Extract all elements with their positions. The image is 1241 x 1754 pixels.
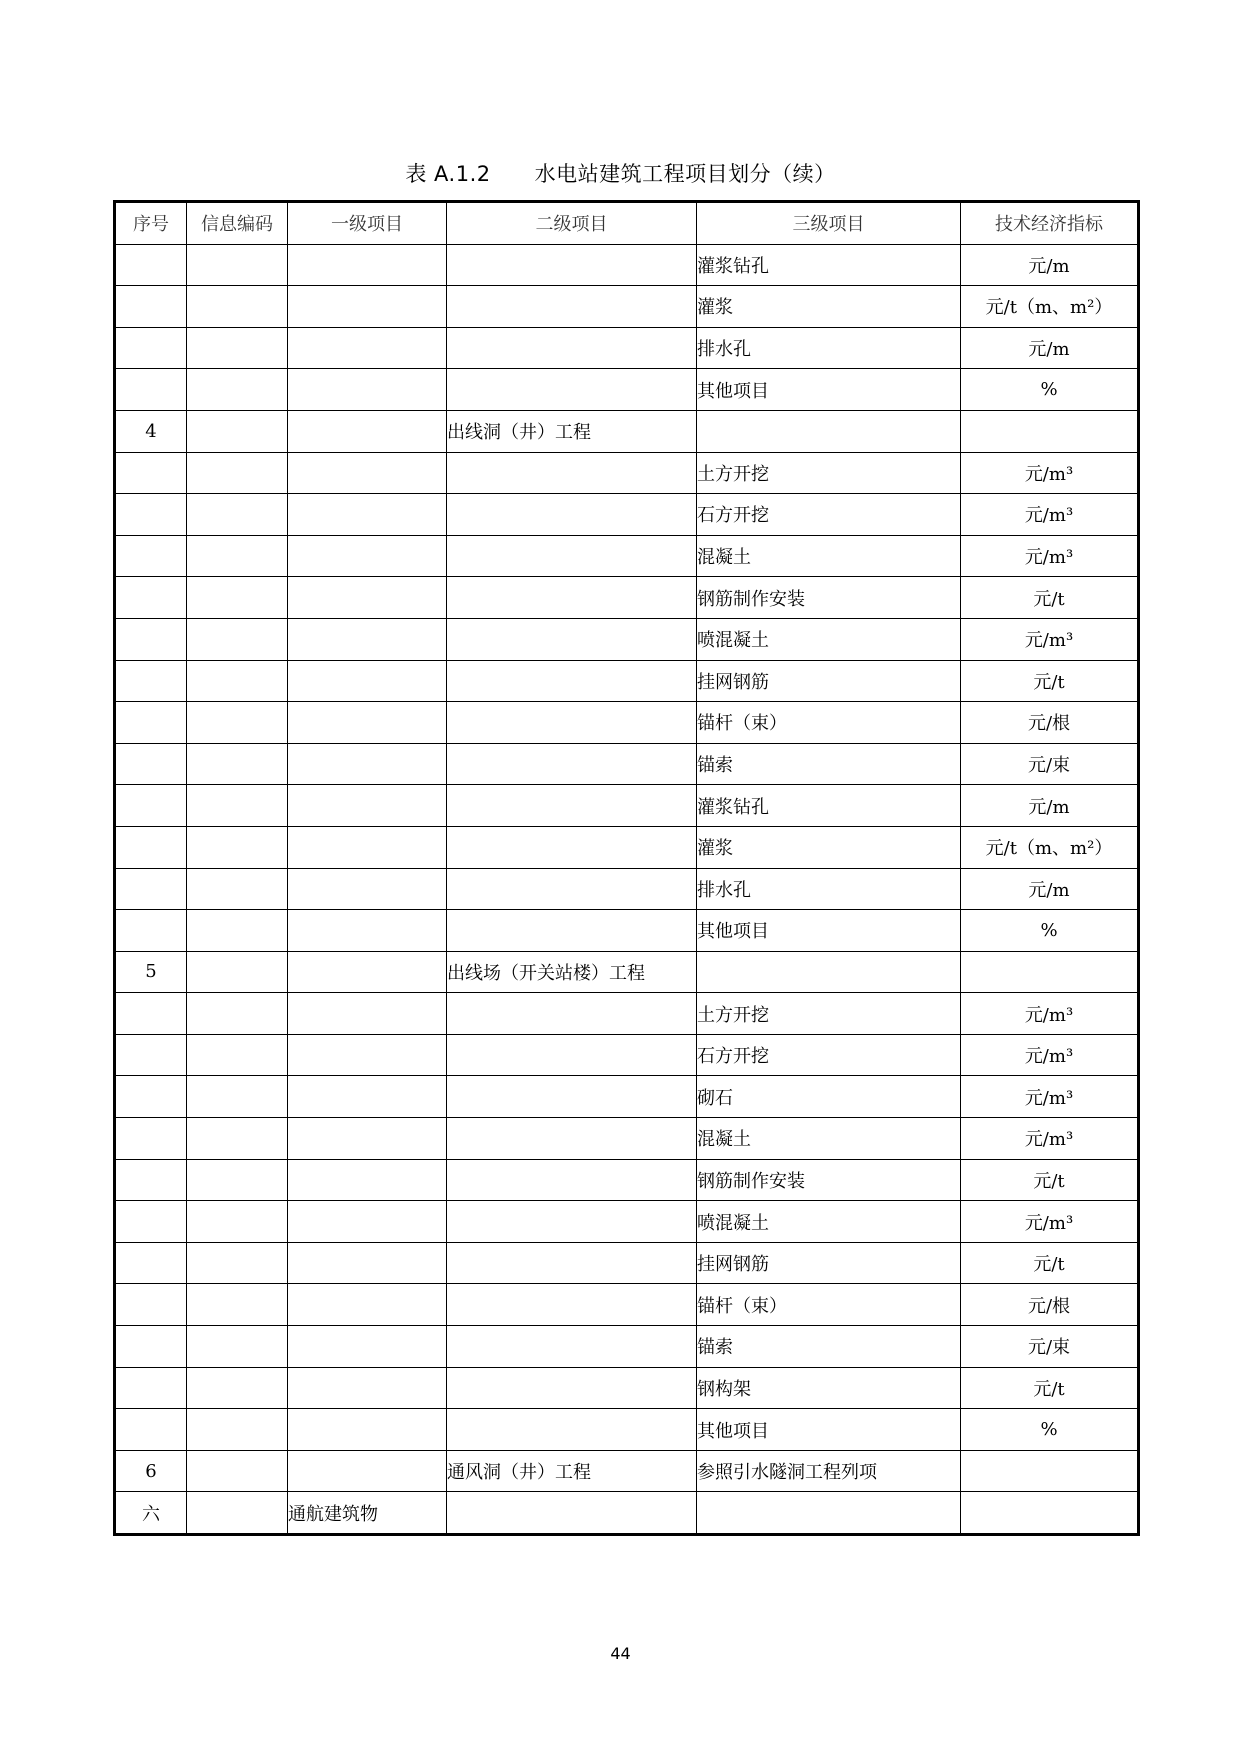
- table-row: [115, 1284, 1139, 1326]
- header-level-3-item: 三级项目: [697, 202, 961, 245]
- table-row: [115, 369, 1139, 411]
- cell-level-2-item: [447, 369, 697, 411]
- cell-level-2-item: [447, 1326, 697, 1368]
- cell-level-2-item: [447, 494, 697, 536]
- cell-level-1-item: [288, 535, 447, 577]
- cell-level-3-item: 钢筋制作安装: [697, 1159, 961, 1201]
- cell-serial-number: [115, 244, 187, 286]
- cell-level-1-item: [288, 1326, 447, 1368]
- cell-info-code: [187, 951, 288, 993]
- cell-level-2-item: [447, 702, 697, 744]
- cell-tech-econ-index: 元/束: [961, 743, 1139, 785]
- table-header-row: [115, 202, 1139, 245]
- table-row: [115, 286, 1139, 328]
- cell-serial-number: 5: [115, 951, 187, 993]
- cell-info-code: [187, 452, 288, 494]
- cell-tech-econ-index: 元/m³: [961, 1118, 1139, 1160]
- cell-level-2-item: [447, 535, 697, 577]
- cell-level-2-item: [447, 993, 697, 1035]
- cell-info-code: [187, 244, 288, 286]
- cell-level-3-item: [697, 410, 961, 452]
- table-row: [115, 951, 1139, 993]
- table-row: [115, 577, 1139, 619]
- table-row: [115, 1242, 1139, 1284]
- cell-serial-number: 六: [115, 1492, 187, 1535]
- table-row: [115, 1201, 1139, 1243]
- table-caption: 水电站建筑工程项目划分（续）: [534, 162, 836, 186]
- cell-level-3-item: 石方开挖: [697, 494, 961, 536]
- table-row: [115, 1326, 1139, 1368]
- cell-info-code: [187, 1242, 288, 1284]
- cell-level-3-item: 钢筋制作安装: [697, 577, 961, 619]
- cell-tech-econ-index: %: [961, 369, 1139, 411]
- cell-serial-number: [115, 910, 187, 952]
- cell-tech-econ-index: 元/根: [961, 1284, 1139, 1326]
- cell-level-1-item: [288, 1284, 447, 1326]
- cell-level-3-item: 锚杆（束）: [697, 1284, 961, 1326]
- cell-tech-econ-index: 元/m³: [961, 535, 1139, 577]
- cell-serial-number: [115, 1409, 187, 1451]
- page-number: 44: [610, 1644, 631, 1663]
- cell-tech-econ-index: 元/m: [961, 868, 1139, 910]
- cell-level-3-item: [697, 1492, 961, 1535]
- cell-level-1-item: [288, 1201, 447, 1243]
- cell-info-code: [187, 1409, 288, 1451]
- cell-serial-number: [115, 1284, 187, 1326]
- cell-level-2-item: [447, 1242, 697, 1284]
- cell-level-3-item: 灌浆: [697, 286, 961, 328]
- cell-level-2-item: [447, 868, 697, 910]
- cell-tech-econ-index: 元/束: [961, 1326, 1139, 1368]
- cell-level-3-item: 挂网钢筋: [697, 660, 961, 702]
- cell-tech-econ-index: 元/t（m、m²）: [961, 286, 1139, 328]
- cell-serial-number: [115, 494, 187, 536]
- cell-level-2-item: [447, 618, 697, 660]
- cell-tech-econ-index: 元/m³: [961, 618, 1139, 660]
- table-row: [115, 452, 1139, 494]
- cell-serial-number: [115, 868, 187, 910]
- cell-tech-econ-index: 元/t: [961, 1242, 1139, 1284]
- cell-level-1-item: [288, 1409, 447, 1451]
- cell-level-1-item: [288, 951, 447, 993]
- cell-serial-number: [115, 618, 187, 660]
- cell-level-1-item: [288, 410, 447, 452]
- cell-level-2-item: [447, 1284, 697, 1326]
- cell-info-code: [187, 327, 288, 369]
- header-tech-econ-index: 技术经济指标: [961, 202, 1139, 245]
- cell-level-1-item: [288, 868, 447, 910]
- cell-level-3-item: 排水孔: [697, 327, 961, 369]
- cell-info-code: [187, 494, 288, 536]
- cell-info-code: [187, 1450, 288, 1492]
- cell-level-1-item: [288, 452, 447, 494]
- cell-level-3-item: 土方开挖: [697, 993, 961, 1035]
- cell-serial-number: [115, 1076, 187, 1118]
- cell-level-2-item: [447, 327, 697, 369]
- cell-level-1-item: [288, 244, 447, 286]
- cell-serial-number: [115, 785, 187, 827]
- cell-tech-econ-index: 元/t: [961, 1367, 1139, 1409]
- cell-level-3-item: 其他项目: [697, 1409, 961, 1451]
- cell-level-2-item: 出线场（开关站楼）工程: [447, 951, 697, 993]
- cell-info-code: [187, 1034, 288, 1076]
- cell-info-code: [187, 993, 288, 1035]
- cell-info-code: [187, 369, 288, 411]
- cell-level-1-item: [288, 286, 447, 328]
- cell-serial-number: [115, 369, 187, 411]
- cell-level-3-item: 石方开挖: [697, 1034, 961, 1076]
- table-row: [115, 826, 1139, 868]
- cell-level-1-item: 通航建筑物: [288, 1492, 447, 1535]
- cell-level-2-item: [447, 1367, 697, 1409]
- cell-serial-number: [115, 743, 187, 785]
- table-row: [115, 535, 1139, 577]
- cell-tech-econ-index: 元/t（m、m²）: [961, 826, 1139, 868]
- cell-level-1-item: [288, 494, 447, 536]
- cell-level-3-item: 灌浆钻孔: [697, 785, 961, 827]
- table-row: [115, 1076, 1139, 1118]
- cell-level-1-item: [288, 327, 447, 369]
- header-serial-number: 序号: [115, 202, 187, 245]
- cell-level-2-item: [447, 910, 697, 952]
- header-info-code: 信息编码: [187, 202, 288, 245]
- cell-serial-number: [115, 1326, 187, 1368]
- cell-level-3-item: 钢构架: [697, 1367, 961, 1409]
- cell-level-3-item: 土方开挖: [697, 452, 961, 494]
- cell-serial-number: [115, 452, 187, 494]
- cell-info-code: [187, 1159, 288, 1201]
- cell-tech-econ-index: 元/m: [961, 327, 1139, 369]
- cell-tech-econ-index: 元/m: [961, 785, 1139, 827]
- cell-level-2-item: 通风洞（井）工程: [447, 1450, 697, 1492]
- cell-serial-number: 6: [115, 1450, 187, 1492]
- table-body: [115, 244, 1139, 1534]
- cell-serial-number: [115, 577, 187, 619]
- cell-tech-econ-index: 元/m³: [961, 993, 1139, 1035]
- cell-tech-econ-index: [961, 1450, 1139, 1492]
- cell-level-1-item: [288, 618, 447, 660]
- cell-level-2-item: [447, 785, 697, 827]
- cell-serial-number: [115, 327, 187, 369]
- cell-tech-econ-index: 元/根: [961, 702, 1139, 744]
- table-row: [115, 1492, 1139, 1535]
- cell-level-1-item: [288, 1118, 447, 1160]
- table-row: [115, 910, 1139, 952]
- table-row: [115, 244, 1139, 286]
- table-row: [115, 1034, 1139, 1076]
- cell-level-3-item: 其他项目: [697, 910, 961, 952]
- table-row: [115, 660, 1139, 702]
- cell-info-code: [187, 702, 288, 744]
- cell-level-1-item: [288, 993, 447, 1035]
- table-row: [115, 410, 1139, 452]
- cell-level-2-item: [447, 1201, 697, 1243]
- cell-info-code: [187, 410, 288, 452]
- cell-level-2-item: [447, 452, 697, 494]
- cell-level-1-item: [288, 577, 447, 619]
- cell-serial-number: [115, 535, 187, 577]
- cell-level-2-item: [447, 244, 697, 286]
- cell-tech-econ-index: 元/m³: [961, 494, 1139, 536]
- cell-info-code: [187, 785, 288, 827]
- cell-level-2-item: [447, 743, 697, 785]
- cell-info-code: [187, 1201, 288, 1243]
- cell-tech-econ-index: 元/t: [961, 577, 1139, 619]
- cell-level-2-item: [447, 1159, 697, 1201]
- cell-level-3-item: 喷混凝土: [697, 1201, 961, 1243]
- cell-level-1-item: [288, 1034, 447, 1076]
- cell-tech-econ-index: 元/t: [961, 660, 1139, 702]
- cell-tech-econ-index: 元/m³: [961, 452, 1139, 494]
- table-row: [115, 702, 1139, 744]
- cell-level-1-item: [288, 1159, 447, 1201]
- cell-level-3-item: 砌石: [697, 1076, 961, 1118]
- cell-tech-econ-index: 元/t: [961, 1159, 1139, 1201]
- cell-level-1-item: [288, 369, 447, 411]
- cell-info-code: [187, 577, 288, 619]
- cell-level-2-item: [447, 1492, 697, 1535]
- cell-serial-number: 4: [115, 410, 187, 452]
- table-row: [115, 494, 1139, 536]
- cell-level-1-item: [288, 826, 447, 868]
- cell-level-2-item: [447, 1118, 697, 1160]
- cell-level-1-item: [288, 743, 447, 785]
- cell-serial-number: [115, 1201, 187, 1243]
- cell-level-1-item: [288, 1076, 447, 1118]
- cell-tech-econ-index: %: [961, 1409, 1139, 1451]
- cell-info-code: [187, 286, 288, 328]
- cell-serial-number: [115, 702, 187, 744]
- cell-serial-number: [115, 1159, 187, 1201]
- cell-level-3-item: 混凝土: [697, 1118, 961, 1160]
- cell-level-2-item: [447, 1409, 697, 1451]
- cell-level-3-item: 锚索: [697, 1326, 961, 1368]
- table-title: [0, 158, 1241, 188]
- cell-level-2-item: [447, 1034, 697, 1076]
- cell-level-3-item: 灌浆钻孔: [697, 244, 961, 286]
- cell-level-2-item: [447, 826, 697, 868]
- cell-info-code: [187, 826, 288, 868]
- header-level-2-item: 二级项目: [447, 202, 697, 245]
- cell-level-3-item: 排水孔: [697, 868, 961, 910]
- header-level-1-item: 一级项目: [288, 202, 447, 245]
- cell-level-1-item: [288, 660, 447, 702]
- cell-tech-econ-index: 元/m³: [961, 1201, 1139, 1243]
- cell-info-code: [187, 1367, 288, 1409]
- table-row: [115, 1409, 1139, 1451]
- project-division-table: [113, 200, 1140, 1536]
- cell-level-3-item: 喷混凝土: [697, 618, 961, 660]
- cell-level-2-item: [447, 286, 697, 328]
- cell-level-1-item: [288, 1450, 447, 1492]
- table-row: [115, 327, 1139, 369]
- cell-level-1-item: [288, 785, 447, 827]
- cell-level-2-item: [447, 1076, 697, 1118]
- cell-serial-number: [115, 1367, 187, 1409]
- cell-tech-econ-index: 元/m³: [961, 1076, 1139, 1118]
- cell-level-3-item: 其他项目: [697, 369, 961, 411]
- cell-info-code: [187, 535, 288, 577]
- cell-level-1-item: [288, 910, 447, 952]
- table-row: [115, 618, 1139, 660]
- table-row: [115, 743, 1139, 785]
- cell-serial-number: [115, 826, 187, 868]
- cell-tech-econ-index: [961, 410, 1139, 452]
- cell-level-1-item: [288, 1367, 447, 1409]
- cell-level-3-item: [697, 951, 961, 993]
- cell-info-code: [187, 910, 288, 952]
- cell-info-code: [187, 868, 288, 910]
- cell-level-3-item: 锚索: [697, 743, 961, 785]
- cell-info-code: [187, 1118, 288, 1160]
- cell-level-2-item: 出线洞（井）工程: [447, 410, 697, 452]
- table-row: [115, 1450, 1139, 1492]
- cell-tech-econ-index: [961, 1492, 1139, 1535]
- cell-tech-econ-index: 元/m³: [961, 1034, 1139, 1076]
- cell-serial-number: [115, 660, 187, 702]
- cell-level-3-item: 锚杆（束）: [697, 702, 961, 744]
- cell-info-code: [187, 1326, 288, 1368]
- cell-serial-number: [115, 993, 187, 1035]
- cell-level-2-item: [447, 577, 697, 619]
- cell-level-2-item: [447, 660, 697, 702]
- table-row: [115, 993, 1139, 1035]
- table-row: [115, 1159, 1139, 1201]
- table-row: [115, 1118, 1139, 1160]
- table-row: [115, 1367, 1139, 1409]
- cell-serial-number: [115, 286, 187, 328]
- cell-level-3-item: 参照引水隧洞工程列项: [697, 1450, 961, 1492]
- cell-level-3-item: 灌浆: [697, 826, 961, 868]
- cell-info-code: [187, 618, 288, 660]
- cell-tech-econ-index: 元/m: [961, 244, 1139, 286]
- cell-info-code: [187, 1076, 288, 1118]
- cell-tech-econ-index: [961, 951, 1139, 993]
- cell-info-code: [187, 1492, 288, 1535]
- cell-serial-number: [115, 1034, 187, 1076]
- cell-info-code: [187, 1284, 288, 1326]
- cell-level-3-item: 混凝土: [697, 535, 961, 577]
- cell-info-code: [187, 743, 288, 785]
- cell-level-1-item: [288, 702, 447, 744]
- cell-serial-number: [115, 1242, 187, 1284]
- cell-info-code: [187, 660, 288, 702]
- table-row: [115, 785, 1139, 827]
- table-row: [115, 868, 1139, 910]
- cell-level-3-item: 挂网钢筋: [697, 1242, 961, 1284]
- cell-level-1-item: [288, 1242, 447, 1284]
- cell-tech-econ-index: %: [961, 910, 1139, 952]
- cell-serial-number: [115, 1118, 187, 1160]
- table-number: 表 A.1.2: [405, 162, 491, 186]
